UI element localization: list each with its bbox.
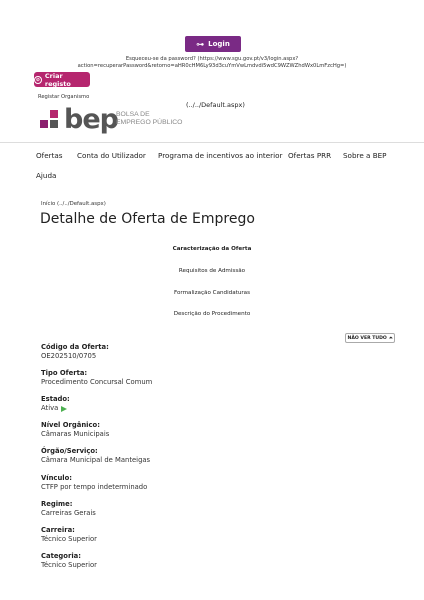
field-nivel-organico [41,421,109,439]
toggle-view-all-button[interactable] [345,333,395,343]
create-account-label: Criar registo [44,71,71,88]
nav-item-conta[interactable]: Conta do Utilizador [77,151,146,160]
page-title: Detalhe de Oferta de Emprego [40,211,255,227]
logo-square [50,110,58,118]
field-value: CTFP por tempo indeterminado [41,483,148,491]
nav-item-ajuda[interactable]: Ajuda [36,171,57,180]
field-value: Câmara Municipal de Manteigas [41,456,151,464]
nav-item-ofertas-prr[interactable]: Ofertas PRR [288,151,332,160]
forgot-password-link[interactable]: Esqueceu-se da password? (https://www.sgu.gov.pt/v3/login.aspx? [125,56,299,62]
field-vinculo [41,474,147,492]
forgot-password-link-url[interactable]: action=recuperarPassword&retorno=aHR0cHM6Ly93d3cuYmVwLmdvdi5wdC9WZWZhdWx0LmFzcHg=) [77,63,347,69]
logo-wordmark: bep [64,104,118,135]
field-label: Vínculo: [41,474,73,482]
field-value: Câmaras Municipais [41,430,110,438]
logo-square [50,120,58,128]
field-value: Procedimento Concursal Comum [41,378,153,386]
toggle-view-all-label: NÃO VER TUDO [347,335,387,341]
nav-item-programa[interactable]: Programa de incentivos ao interior [158,151,283,160]
field-value: Ativa [41,404,59,412]
field-carreira [41,526,97,544]
field-label: Tipo Oferta: [41,369,88,377]
field-codigo [41,343,109,361]
field-label: Regime: [41,500,73,508]
field-label: Carreira: [41,526,75,534]
nav-item-ofertas[interactable]: Ofertas [36,151,63,160]
tab-caracterizacao[interactable]: Caracterização da Oferta [172,246,252,252]
tab-descricao[interactable]: Descrição do Procedimento [173,311,251,317]
login-button[interactable] [185,36,241,52]
tab-formalizacao[interactable]: Formalização Candidaturas [173,290,251,296]
logo-subtitle-line2: EMPREGO PÚBLICO [116,119,183,126]
logo-subtitle-line1: BOLSA DE [116,111,150,118]
field-value: OE202510/0705 [41,352,97,360]
field-regime [41,500,96,518]
field-label: Nível Orgânico: [41,421,100,429]
field-orgao-servico [41,447,150,465]
field-label: Órgão/Serviço: [41,447,98,455]
register-organization-link[interactable]: Registar Organismo [38,94,90,100]
create-account-button[interactable] [34,72,90,87]
logo-square [40,120,48,128]
field-label: Categoria: [41,552,81,560]
tab-requisitos[interactable]: Requisitos de Admissão [178,268,246,274]
chevron-up-icon: ⏶ [388,336,393,341]
logo-subtitle [116,111,206,127]
field-value: Técnico Superior [41,535,97,543]
field-estado [41,395,70,413]
breadcrumb[interactable]: Início (../../Default.aspx) [41,201,106,207]
field-tipo-oferta [41,369,152,387]
field-label: Código da Oferta: [41,343,109,351]
key-icon: ⊶ [196,39,204,49]
login-label: Login [208,40,230,48]
status-active-icon [61,406,67,412]
no-entry-icon: ⊘ [35,76,41,83]
header-divider [0,142,424,143]
home-link[interactable]: (../../Default.aspx) [186,101,245,109]
field-label: Estado: [41,395,70,403]
field-categoria [41,552,97,570]
field-value: Técnico Superior [41,561,97,569]
nav-item-sobre[interactable]: Sobre a BEP [343,151,387,160]
field-value: Carreiras Gerais [41,509,96,517]
